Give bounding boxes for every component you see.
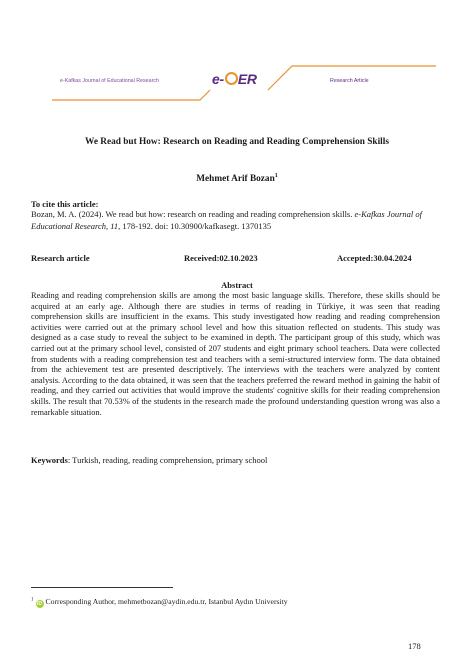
journal-logo bbox=[212, 71, 257, 87]
citation-authors-title: Bozan, M. A. (2024). We read but how: research on reading and reading comprehension skills. bbox=[31, 209, 355, 219]
received-date: Received:02.10.2023 bbox=[184, 253, 258, 263]
accepted-date: Accepted:30.04.2024 bbox=[337, 253, 412, 263]
citation-separator: , bbox=[106, 220, 111, 231]
orcid-icon[interactable]: iD bbox=[37, 601, 42, 607]
journal-name: e-Kafkas Journal of Educational Research bbox=[60, 78, 159, 84]
footnote-divider bbox=[31, 587, 173, 588]
logo-suffix: ER bbox=[237, 71, 257, 87]
paper-title: We Read but How: Research on Reading and Reading Comprehension Skills bbox=[85, 137, 389, 147]
footnote-text: Corresponding Author, mehmetbozan@aydin.edu.tr, Istanbul Aydın University bbox=[45, 597, 288, 606]
keywords-line bbox=[31, 455, 267, 465]
journal-header bbox=[0, 0, 474, 110]
article-type-label: Research article bbox=[31, 253, 90, 263]
logo-prefix: e- bbox=[212, 71, 224, 87]
citation-volume: 11 bbox=[110, 220, 119, 231]
abstract-heading: Abstract bbox=[221, 280, 253, 290]
author-footnote-marker: 1 bbox=[274, 173, 278, 179]
page-number: 178 bbox=[408, 641, 421, 651]
citation-text bbox=[31, 209, 431, 232]
author-line bbox=[0, 173, 474, 184]
abstract-body: Reading and reading comprehension skills are among the most basic language skills. Therefore, these skills should be acquired at an early age. Although there are studies in terms of reading in Türkiye, it was seen that reading comprehension skills are insufficient in the exams. This study investigated how reading and reading comprehension activities were carried out at the primary school level and how this situation reflected on students. This study was designed as a case study to reveal the subject to be examined in depth. The participant group of this study, which was carried out at the primary school level, consisted of 207 students and eight primary school teachers. Data were collected from students with a reading comprehension test and teachers with a semi-structured interview form. The data obtained from the achievement test are presented descriptively. The interviews with the teachers were analyzed by content analysis. According to the data obtained, it was seen that the teachers preferred the reward method in gaining the habit of reading, and they carried out activities that would improve the students' cognitive skills for their reading comprehension skills. The result that 70.53% of the students in the research made the profound understanding question wrong was also a remarkable situation. bbox=[31, 291, 440, 417]
footnote bbox=[31, 597, 288, 608]
footnote-marker: 1 bbox=[31, 597, 34, 603]
header-decoration bbox=[0, 0, 474, 110]
header-article-type: Research Article bbox=[330, 78, 369, 84]
logo-ring-icon bbox=[225, 72, 238, 85]
author-name: Mehmet Arif Bozan bbox=[196, 174, 275, 185]
citation-journal: e-Kafkas Journal of Educational Research bbox=[31, 209, 423, 231]
keywords-label: Keywords bbox=[31, 455, 68, 465]
citation-pages-doi: , 178-192. doi: 10.30900/kafkasegt. 1370135 bbox=[118, 220, 272, 231]
citation-heading: To cite this article: bbox=[31, 199, 99, 209]
keywords-values: : Turkish, reading, reading comprehension, primary school bbox=[67, 455, 268, 465]
